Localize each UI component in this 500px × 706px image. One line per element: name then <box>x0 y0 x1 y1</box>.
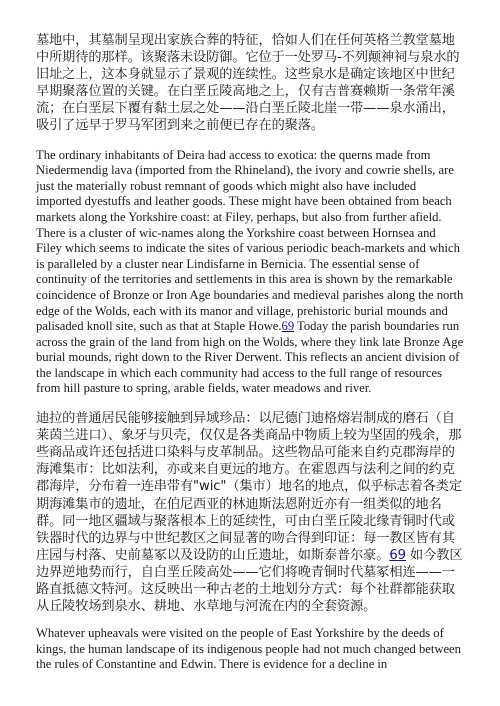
footnote-69-link-zh[interactable]: 69 <box>389 547 406 563</box>
chinese-paragraph-1: 墓地中，其墓制呈现出家族合葬的特征，恰如人们在任何英格兰教堂墓地中所期待的那样。该聚落未设防御。它位于一处罗马-不列颠神祠与泉水的旧址之上，这本身就显示了景观的连续性。这些泉水是确定该地区中世纪早期聚落位置的关键。在白垩丘陵高地之上，仅有吉普赛赖斯一条常年溪流；在白垩层下覆有黏土层之处——沿白垩丘陵北崖一带——泉水涌出，吸引了远早于罗马军团到来之前便已存在的聚落。 <box>36 33 460 134</box>
paragraph-spacer <box>36 397 464 410</box>
footnote-69-link[interactable]: 69 <box>281 319 295 334</box>
english-paragraph-1 <box>36 148 464 398</box>
chinese-paragraph-2-text-a: 迪拉的普通居民能够接触到异域珍品：以尼德门迪格熔岩制成的磨石（自莱茵兰进口）、象牙与贝壳，仅仅是各类商品中物质上较为坚固的残余，那些商品或许还包括进口染料与皮革制品。这些物品可能来自约克郡海岸的海滩集市：比如法利，亦或来自更远的地方。在霍恩西与法利之间的约克郡海岸，分布着一连串带有"wic"（集市）地名的地点，似乎标志着各类定期海滩集市的遗址，在伯尼西亚的林迪斯法恩附近亦有一组类似的地名群。同一地区疆域与聚落根本上的延续性，可由白垩丘陵北缘青铜时代或铁器时代的边界与中世纪教区之间显著的吻合得到印证：每一教区皆有其庄园与村落、史前墓冢以及设防的山丘遗址，如斯泰普尔豪。 <box>36 411 462 563</box>
paragraph-spacer <box>36 135 464 148</box>
english-paragraph-2: Whatever upheavals were visited on the people of East Yorkshire by the deeds of kings, the human landscape of its indigenous people had not much changed between the rules of Constantine and Edwin. There is evidence for a decline in <box>36 626 461 672</box>
english-paragraph-1-text-a: The ordinary inhabitants of Deira had access to exotica: the querns made from Niedermendig lava (imported from the Rhineland), the ivory and cowrie shells, are just the materially robust remnant of goods which might also have included imported dyestuffs and leather goods. These might have been obtained from beach markets along the Yorkshire coast: at Filey, perhaps, but also from further afield. There is a cluster of wic-names along the Yorkshire coast between Hornsea and Filey which seems to indicate the sites of various periodic beach-markets and which is paralleled by a cluster near Lindisfarne in Bernicia. The essential sense of continuity of the territories and settlements in this area is shown by the remarkable coincidence of Bronze or Iron Age boundaries and medieval parishes along the north edge of the Wolds, each with its manor and village, prehistoric burial mounds and palisaded knoll site, such as that at Staple Howe. <box>36 147 464 334</box>
document-page <box>36 32 464 673</box>
chinese-paragraph-2-text-b: 如今教区边界逆地势而行，自白垩丘陵高处——它们将晚青铜时代墓冢相连——一路直抵德文特河。这反映出一种古老的土地划分方式：每个社群都能获取从丘陵牧场到泉水、耕地、水草地与河流在内的全套资源。 <box>36 547 463 615</box>
english-paragraph-1-text-b: Today the parish boundaries run across the grain of the land from high on the Wolds, where they link late Bronze Age burial mounds, right down to the River Derwent. This reflects an ancient division of the landscape in which each community had access to the full range of resources from hill pasture to spring, arable fields, water meadows and river. <box>36 319 464 396</box>
chinese-paragraph-2 <box>36 410 464 615</box>
paragraph-spacer <box>36 615 464 626</box>
